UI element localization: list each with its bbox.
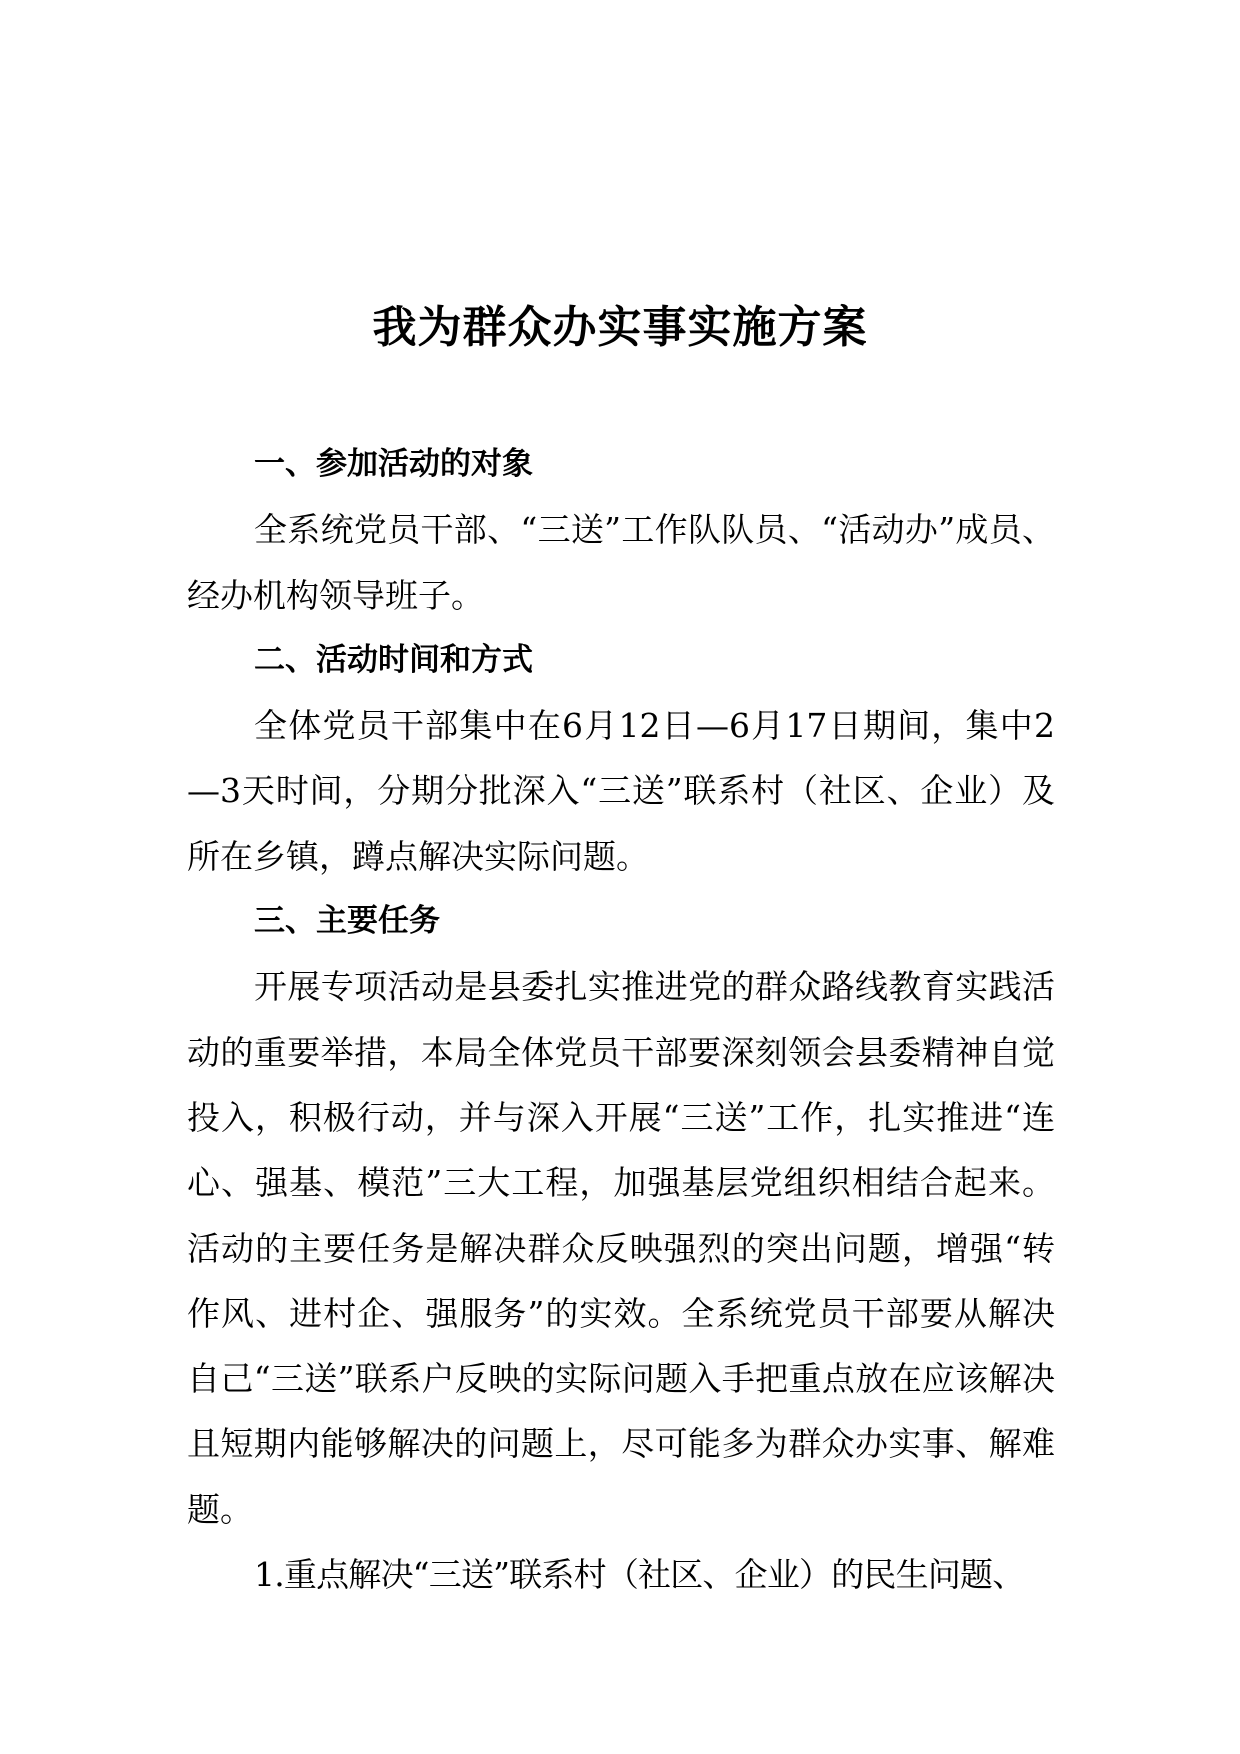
section-heading-participants: 一、参加活动的对象 bbox=[254, 446, 533, 482]
document-body bbox=[187, 432, 1055, 1607]
section-paragraph-main-tasks: 开展专项活动是县委扎实推进党的群众路线教育实践活动的重要举措，本局全体党员干部要深刻领会县委精神自觉投入，积极行动，并与深入开展“三送”工作，扎实推进“连心、强基、模范”三大工程，加强基层党组织相结合起来。活动的主要任务是解决群众反映强烈的突出问题，增强“转作风、进村企、强服务”的实效。全系统党员干部要从解决自己“三送”联系户反映的实际问题入手把重点放在应该解决且短期内能够解决的问题上，尽可能多为群众办实事、解难题。 bbox=[187, 967, 1055, 1529]
section-paragraph-task-item-1: 1.重点解决“三送”联系村（社区、企业）的民生问题、 bbox=[254, 1555, 1025, 1595]
document-title: 我为群众办实事实施方案 bbox=[372, 302, 868, 353]
section-heading-time-method: 二、活动时间和方式 bbox=[254, 641, 533, 678]
section-paragraph-participants: 全系统党员干部、“三送”工作队队员、“活动办”成员、经办机构领导班子。 bbox=[187, 510, 1055, 615]
section-heading-main-tasks: 三、主要任务 bbox=[254, 903, 440, 940]
section-paragraph-time-method: 全体党员干部集中在6月12日—6月17日期间，集中2—3天时间，分期分批深入“三送”联系村（社区、企业）及所在乡镇，蹲点解决实际问题。 bbox=[187, 706, 1055, 876]
